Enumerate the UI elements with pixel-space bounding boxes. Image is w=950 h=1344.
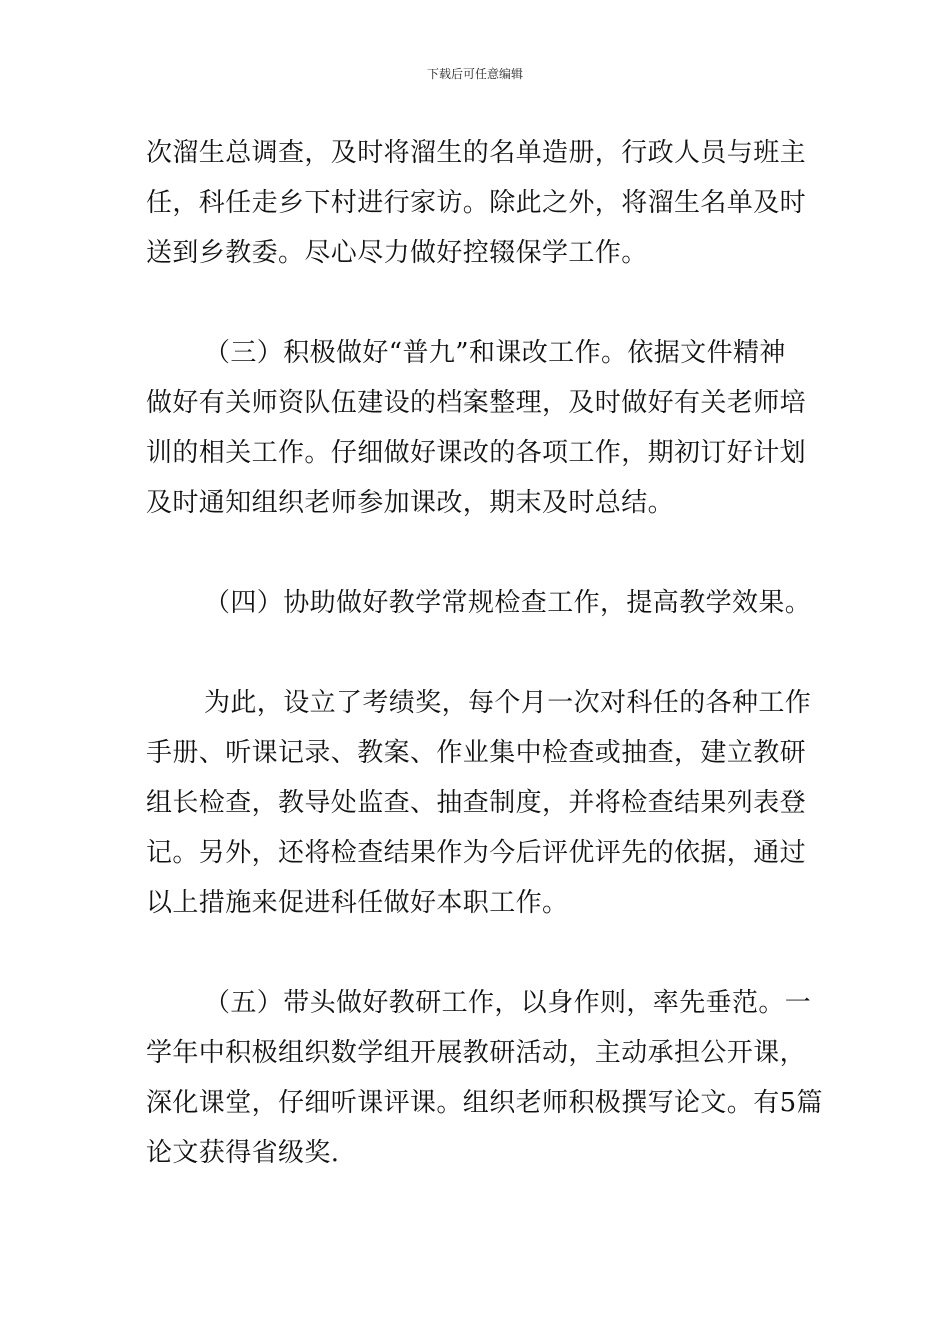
text-line: 做好有关师资队伍建设的档案整理，及时做好有关老师培 [146, 388, 807, 418]
text-line: 及时通知组织老师参加课改，期末及时总结。 [146, 488, 675, 518]
paragraph-1 [146, 128, 806, 278]
text-line: （三）积极做好“普九”和课改工作。依据文件精神 [204, 338, 786, 368]
paragraph-4 [146, 678, 812, 928]
text-line: 论文获得省级奖. [146, 1138, 340, 1168]
text-line: 深化课堂，仔细听课评课。组织老师积极撰写论文。有5篇 [146, 1088, 823, 1118]
text-line: 任，科任走乡下村进行家访。除此之外，将溜生名单及时 [146, 188, 807, 218]
paragraph-gap [146, 928, 806, 978]
paragraph-3 [146, 578, 812, 628]
paragraph-gap [146, 278, 806, 328]
paragraph-gap [146, 628, 806, 678]
text-line: 手册、听课记录、教案、作业集中检查或抽查，建立教研 [146, 738, 807, 768]
text-line: （五）带头做好教研工作，以身作则，率先垂范。一 [204, 988, 812, 1018]
page-header: 下载后可任意编辑 [426, 67, 523, 81]
text-line: 组长检查，教导处监查、抽查制度，并将检查结果列表登 [146, 788, 807, 818]
text-line: （四）协助做好教学常规检查工作，提高教学效果。 [204, 588, 812, 618]
text-line: 记。另外，还将检查结果作为今后评优评先的依据，通过 [146, 838, 807, 868]
text-line: 以上措施来促进科任做好本职工作。 [146, 888, 569, 918]
text-line: 学年中积极组织数学组开展教研活动，主动承担公开课， [146, 1038, 807, 1068]
paragraph-2 [146, 328, 806, 528]
text-line: 送到乡教委。尽心尽力做好控辍保学工作。 [146, 238, 648, 268]
paragraph-gap [146, 528, 806, 578]
paragraph-5 [146, 978, 823, 1178]
document-body [146, 128, 823, 1178]
text-line: 次溜生总调查，及时将溜生的名单造册，行政人员与班主 [146, 138, 807, 168]
text-line: 为此，设立了考绩奖，每个月一次对科任的各种工作 [204, 688, 812, 718]
text-line: 训的相关工作。仔细做好课改的各项工作，期初订好计划 [146, 438, 807, 468]
